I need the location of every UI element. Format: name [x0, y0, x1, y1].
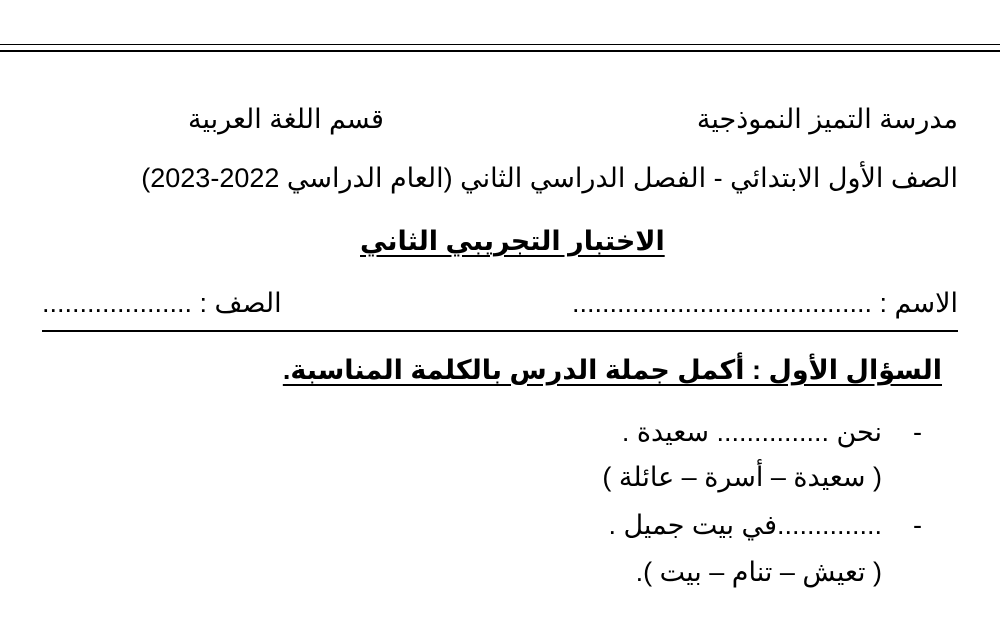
exam-title: الاختبار التجريبي الثاني — [360, 226, 665, 256]
top-double-rule-lower — [0, 50, 1000, 52]
question-1-item-2-choices: ( تعيش – تنام – بيت ). — [635, 557, 882, 587]
question-1-item-1-sentence: نحن ............... سعيدة . — [621, 417, 882, 447]
question-1-item-2-sentence: ..............في بيت جميل . — [608, 510, 882, 540]
section-divider — [42, 330, 958, 332]
department-name: قسم اللغة العربية — [188, 104, 384, 134]
bullet-dash: - — [913, 417, 922, 447]
school-name: مدرسة التميز النموذجية — [696, 104, 958, 134]
grade-term-line: الصف الأول الابتدائي - الفصل الدراسي الثاني (العام الدراسي 2022-2023) — [141, 163, 958, 193]
bullet-dash: - — [913, 510, 922, 540]
question-1-item-1-choices: ( سعيدة – أسرة – عائلة ) — [602, 462, 882, 492]
student-name-field: الاسم : ........................................ — [571, 288, 958, 318]
top-double-rule-upper — [0, 44, 1000, 45]
student-class-field: الصف : .................... — [42, 288, 282, 318]
question-1-title: السؤال الأول : أكمل جملة الدرس بالكلمة المناسبة. — [282, 355, 942, 385]
